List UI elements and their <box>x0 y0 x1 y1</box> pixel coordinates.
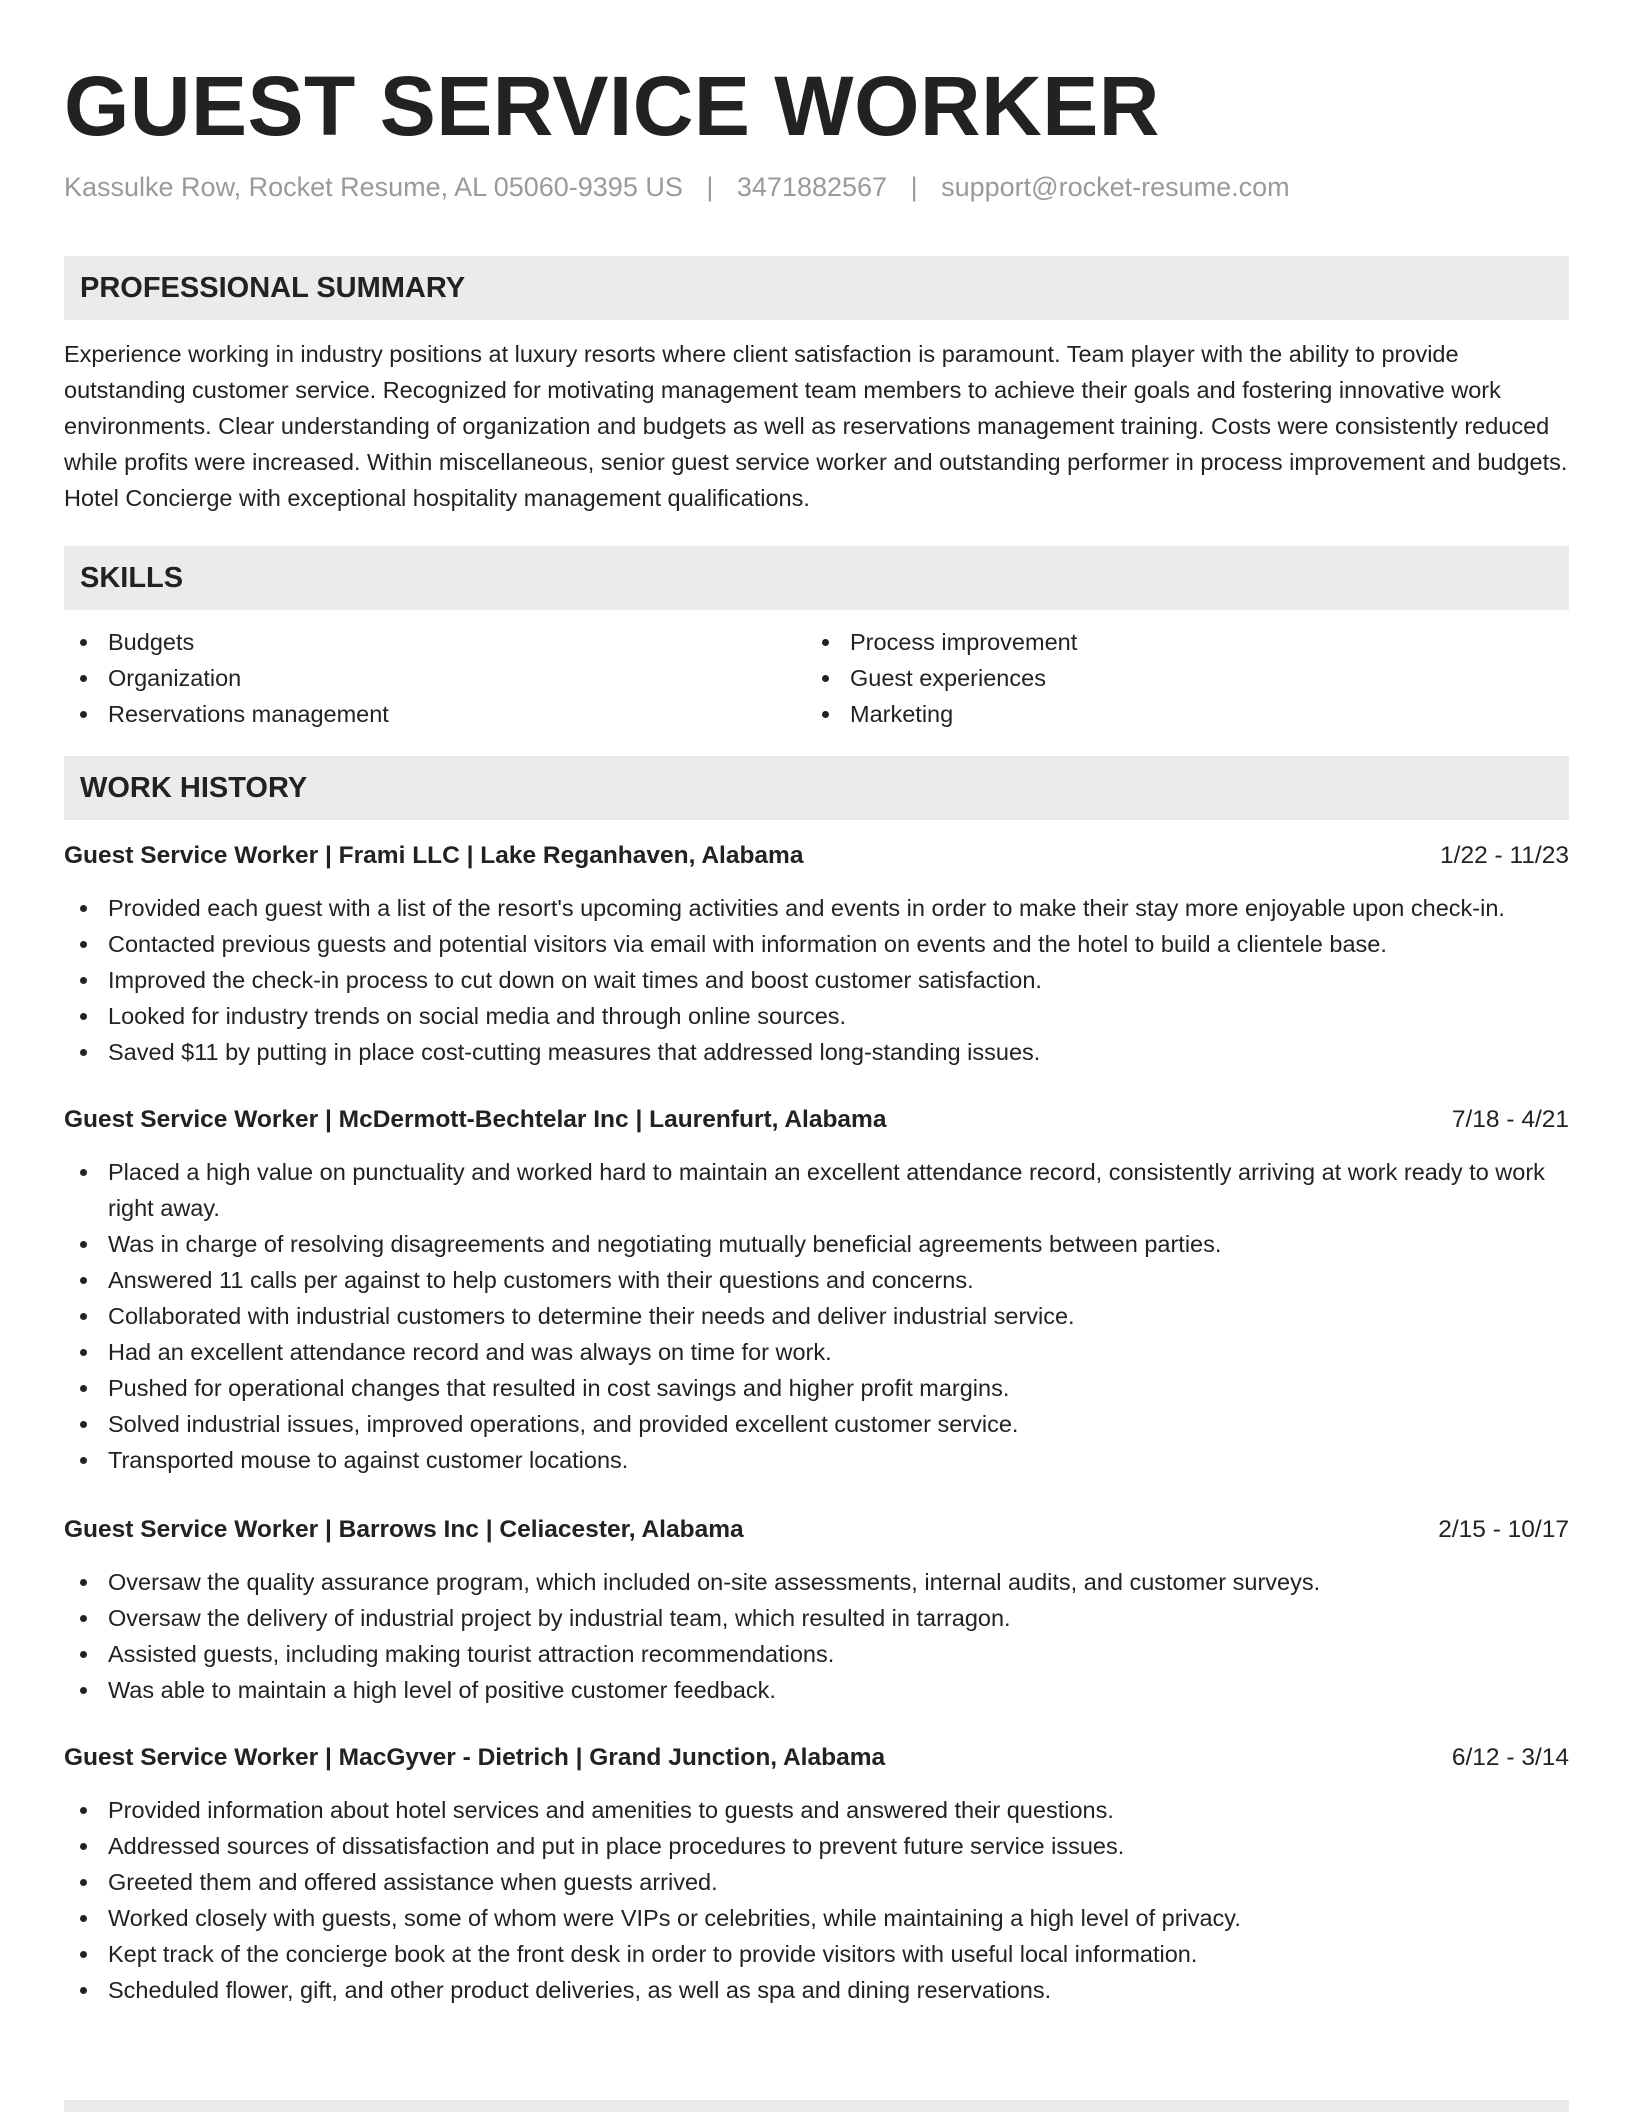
job-bullet: Provided each guest with a list of the resort's upcoming activities and events in order to make their stay more enjoyable upon check-in. <box>64 890 1569 926</box>
contact-phone: 3471882567 <box>736 172 888 202</box>
job-bullets <box>64 1792 1569 2008</box>
job-title: Guest Service Worker | McDermott-Bechtelar Inc | Laurenfurt, Alabama <box>64 1106 887 1133</box>
job-bullet: Placed a high value on punctuality and worked hard to maintain an excellent attendance record, consistently arriving at work ready to work right away. <box>64 1154 1569 1226</box>
job-bullet: Transported mouse to against customer locations. <box>64 1442 1569 1478</box>
job-bullet: Had an excellent attendance record and was always on time for work. <box>64 1334 1569 1370</box>
job-title: Guest Service Worker | Frami LLC | Lake Reganhaven, Alabama <box>64 842 804 869</box>
skill-item: Organization <box>64 660 806 696</box>
work-history-section-header: WORK HISTORY <box>64 756 1569 820</box>
skill-item: Process improvement <box>806 624 1548 660</box>
job-bullet: Improved the check-in process to cut down on wait times and boost customer satisfaction. <box>64 962 1569 998</box>
skills-list <box>64 624 1569 732</box>
job-dates: 2/15 - 10/17 <box>1438 1516 1569 1543</box>
job-entry <box>64 1102 1569 1478</box>
resume-name: GUEST SERVICE WORKER <box>64 59 1160 153</box>
job-dates: 1/22 - 11/23 <box>1440 842 1569 869</box>
job-header <box>64 838 1569 874</box>
job-bullet: Assisted guests, including making tourist attraction recommendations. <box>64 1636 1569 1672</box>
contact-address: Kassulke Row, Rocket Resume, AL 05060-9395 US <box>64 172 683 202</box>
job-entry <box>64 838 1569 1070</box>
job-bullets <box>64 890 1569 1070</box>
job-bullet: Collaborated with industrial customers to determine their needs and deliver industrial service. <box>64 1298 1569 1334</box>
resume-page <box>64 0 1569 2008</box>
summary-section-header: PROFESSIONAL SUMMARY <box>64 256 1569 320</box>
contact-email: support@rocket-resume.com <box>941 172 1290 202</box>
job-bullet: Pushed for operational changes that resulted in cost savings and higher profit margins. <box>64 1370 1569 1406</box>
job-dates: 7/18 - 4/21 <box>1451 1106 1569 1133</box>
job-bullet: Was in charge of resolving disagreements and negotiating mutually beneficial agreements between parties. <box>64 1226 1569 1262</box>
job-header <box>64 1740 1569 1776</box>
skill-item: Marketing <box>806 696 1548 732</box>
skill-item: Guest experiences <box>806 660 1548 696</box>
job-bullet: Scheduled flower, gift, and other product deliveries, as well as spa and dining reservations. <box>64 1972 1569 2008</box>
job-bullet: Oversaw the delivery of industrial project by industrial team, which resulted in tarragon. <box>64 1600 1569 1636</box>
job-bullet: Greeted them and offered assistance when guests arrived. <box>64 1864 1569 1900</box>
job-bullet: Saved $11 by putting in place cost-cutting measures that addressed long-standing issues. <box>64 1034 1569 1070</box>
job-bullet: Addressed sources of dissatisfaction and put in place procedures to prevent future service issues. <box>64 1828 1569 1864</box>
skill-item: Reservations management <box>64 696 806 732</box>
job-bullet: Kept track of the concierge book at the front desk in order to provide visitors with useful local information. <box>64 1936 1569 1972</box>
next-section-header-edge <box>64 2100 1569 2112</box>
job-dates: 6/12 - 3/14 <box>1451 1744 1569 1771</box>
job-bullet: Oversaw the quality assurance program, which included on-site assessments, internal audits, and customer surveys. <box>64 1564 1569 1600</box>
job-header <box>64 1102 1569 1138</box>
contact-separator: | <box>706 172 714 202</box>
job-bullet: Answered 11 calls per against to help customers with their questions and concerns. <box>64 1262 1569 1298</box>
job-bullet: Contacted previous guests and potential visitors via email with information on events and the hotel to build a clientele base. <box>64 926 1569 962</box>
summary-text: Experience working in industry positions at luxury resorts where client satisfaction is paramount. Team player with the ability to provide outstanding customer service. Recognized for motivating management team members to achieve their goals and fostering innovative work environments. Clear understanding of organization and budgets as well as reservations management training. Costs were consistently reduced while profits were increased. Within miscellaneous, senior guest service worker and outstanding performer in process improvement and budgets. Hotel Concierge with exceptional hospitality management qualifications. <box>64 341 1568 511</box>
job-title: Guest Service Worker | Barrows Inc | Celiacester, Alabama <box>64 1516 744 1543</box>
job-bullet: Worked closely with guests, some of whom were VIPs or celebrities, while maintaining a high level of privacy. <box>64 1900 1569 1936</box>
contact-separator: | <box>910 172 918 202</box>
job-entry <box>64 1740 1569 2008</box>
job-entry <box>64 1512 1569 1708</box>
contact-line <box>64 170 1569 204</box>
job-bullets <box>64 1564 1569 1708</box>
skills-column-right <box>806 624 1548 732</box>
skill-item: Budgets <box>64 624 806 660</box>
skills-section-header: SKILLS <box>64 546 1569 610</box>
job-bullet: Solved industrial issues, improved operations, and provided excellent customer service. <box>64 1406 1569 1442</box>
job-bullet: Was able to maintain a high level of positive customer feedback. <box>64 1672 1569 1708</box>
job-bullet: Provided information about hotel services and amenities to guests and answered their questions. <box>64 1792 1569 1828</box>
job-header <box>64 1512 1569 1548</box>
skills-column-left <box>64 624 806 732</box>
job-bullet: Looked for industry trends on social media and through online sources. <box>64 998 1569 1034</box>
job-title: Guest Service Worker | MacGyver - Dietrich | Grand Junction, Alabama <box>64 1744 886 1771</box>
job-bullets <box>64 1154 1569 1478</box>
